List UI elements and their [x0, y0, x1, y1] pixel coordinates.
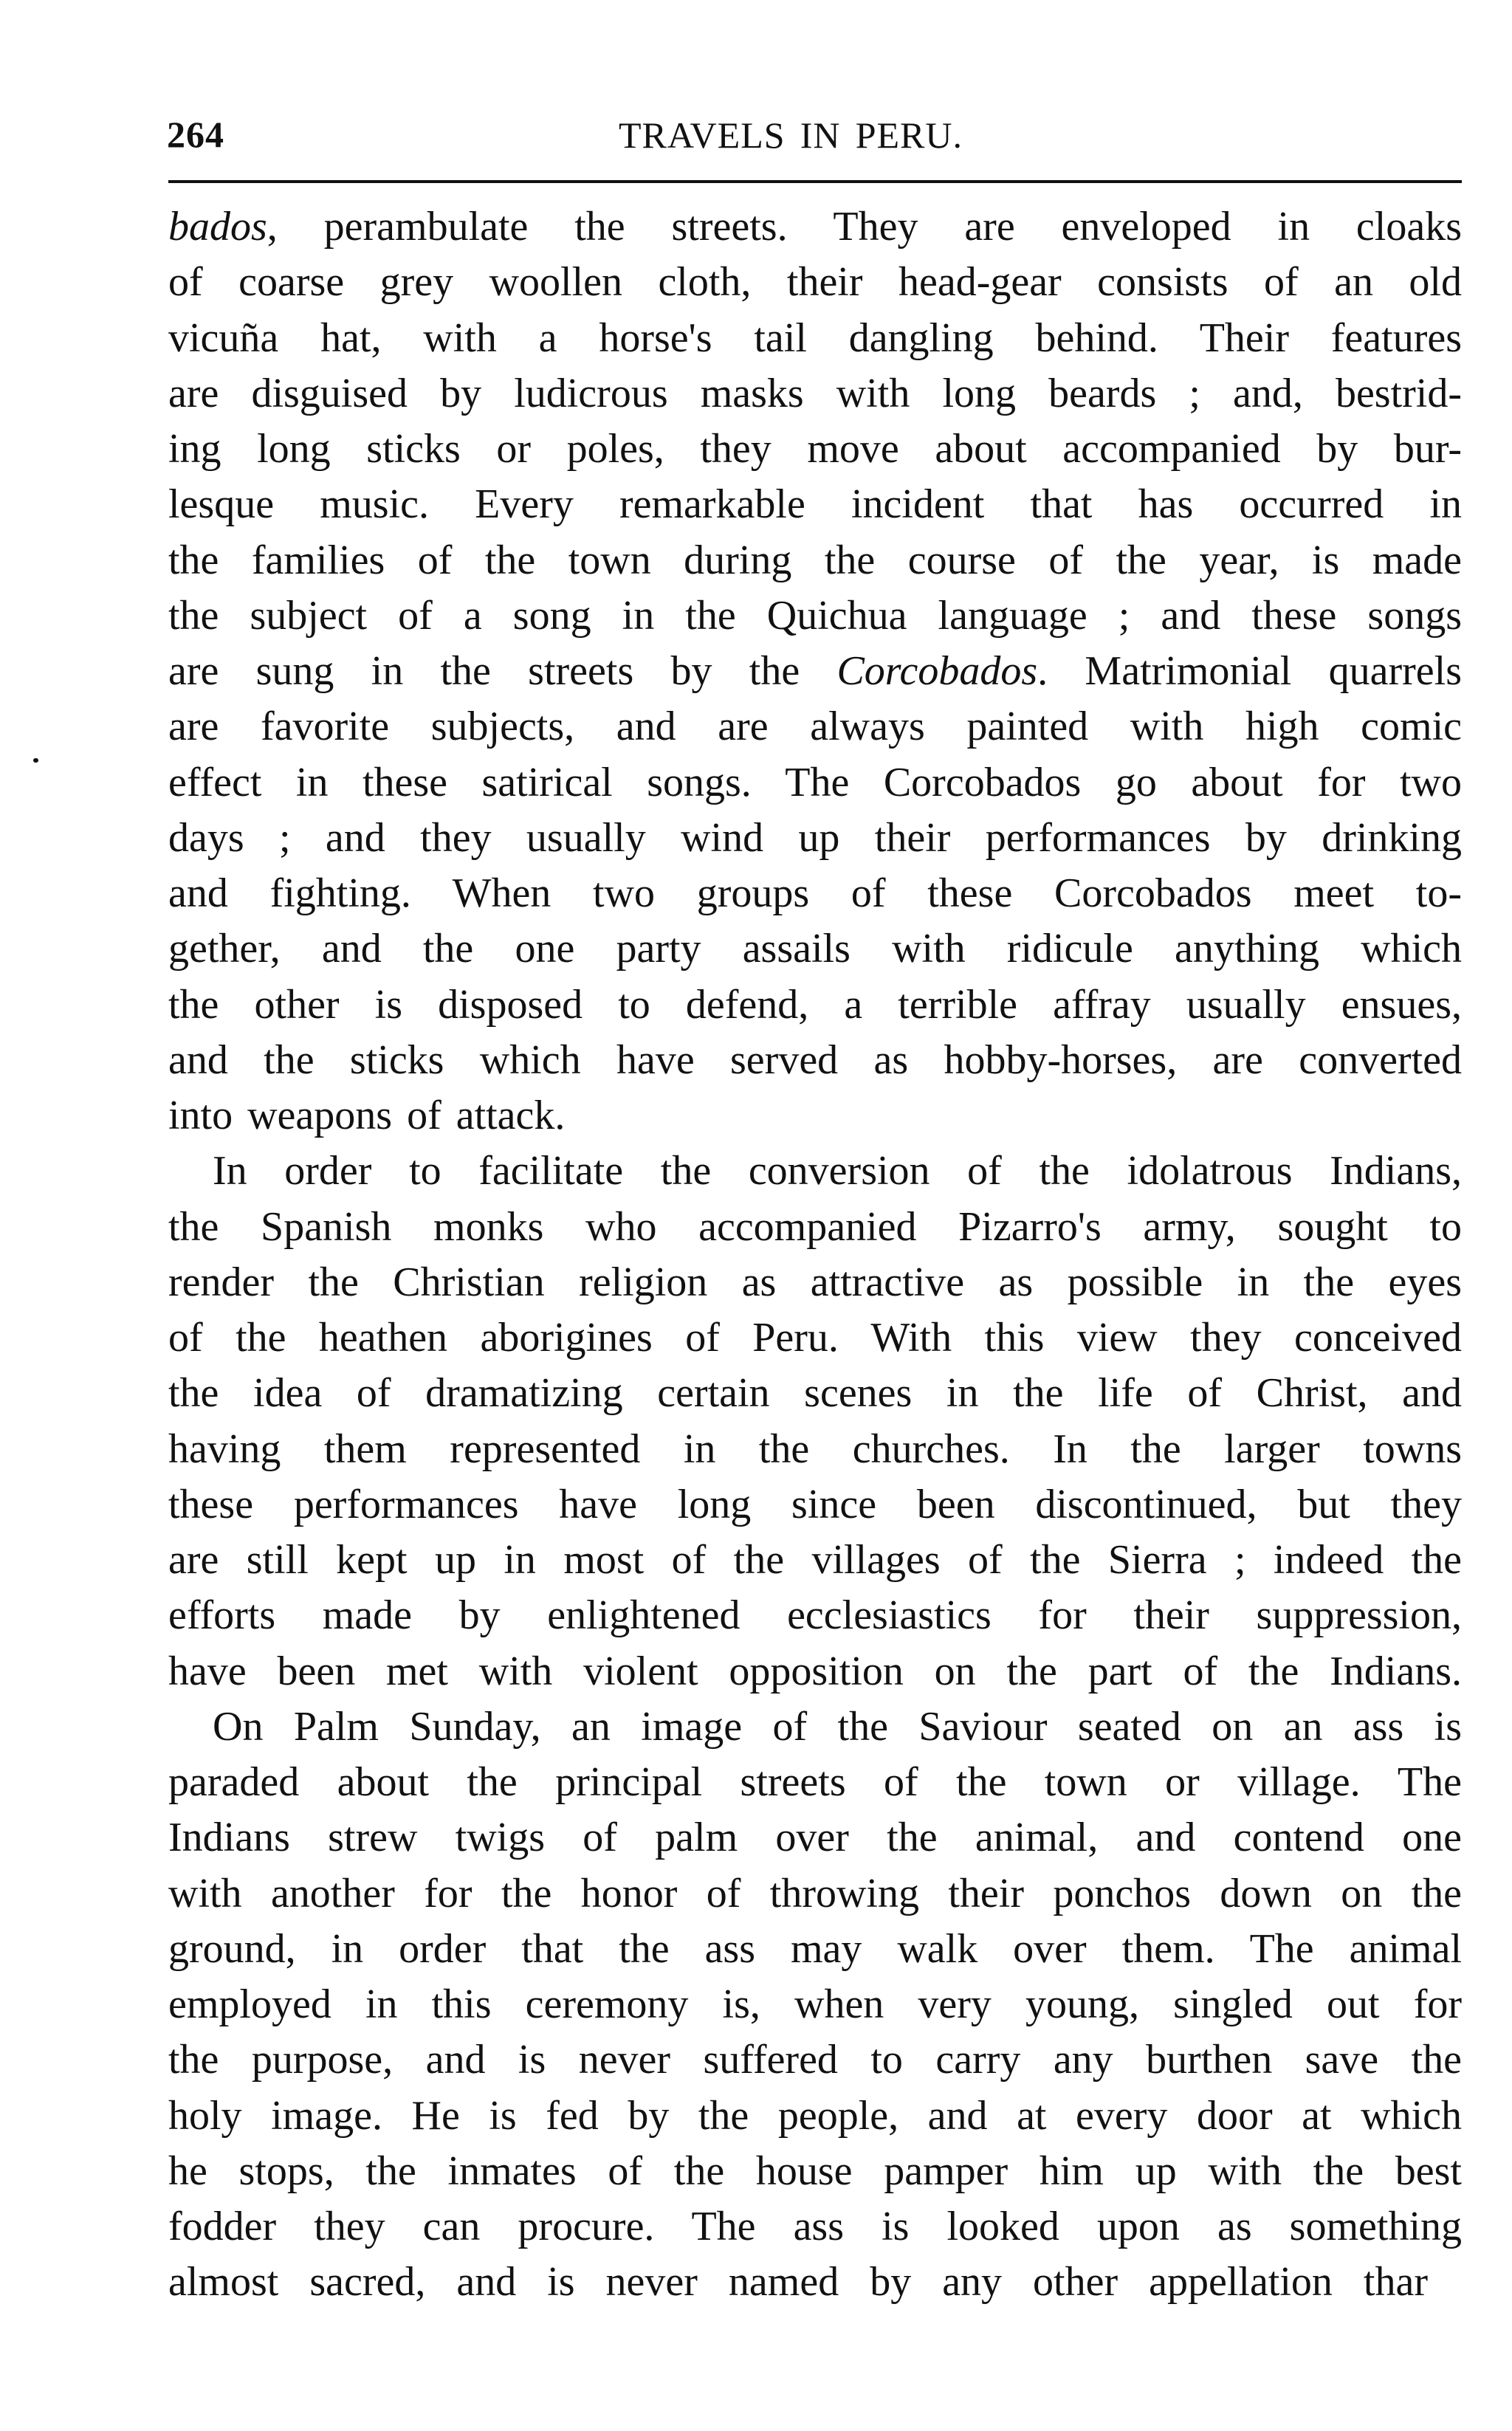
paragraph-first-line: In order to facilitate the conversion of the idolatrous Indians, [213, 1148, 1462, 1194]
line-text: , perambulate the streets. They are enveloped in cloaks [267, 204, 1462, 250]
text-line: the families of the town during the course of the year, is made [168, 537, 1462, 583]
text-line: these performances have long since been discontinued, but they [168, 1481, 1462, 1527]
text-line: employed in this ceremony is, when very young, singled out for [168, 1981, 1462, 2027]
running-title: TRAVELS IN PERU. [619, 114, 963, 156]
text-line: and fighting. When two groups of these Corcobados meet to- [168, 870, 1462, 916]
text-line: ing long sticks or poles, they move about accompanied by bur- [168, 426, 1462, 472]
margin-speck [33, 758, 38, 763]
text-line: of coarse grey woollen cloth, their head-gear consists of an old [168, 259, 1462, 306]
line-text: are sung in the streets by the [168, 648, 837, 694]
text-line: gether, and the one party assails with ridicule anything which [168, 926, 1462, 972]
italic-word: Corcobados [836, 648, 1038, 694]
paragraph-last-line: have been met with violent opposition on the part of the Indians. [168, 1648, 1462, 1694]
text-line: are still kept up in most of the villages of the Sierra ; indeed the [168, 1537, 1462, 1583]
text-line: days ; and they usually wind up their performances by drinking [168, 814, 1462, 861]
text-line: he stops, the inmates of the house pamper him up with the best [168, 2148, 1462, 2194]
text-line: having them represented in the churches. In the larger towns [168, 1426, 1462, 1472]
body-text [168, 199, 1462, 2311]
text-line: efforts made by enlightened ecclesiastics for their suppression, [168, 1592, 1462, 1639]
text-line: ground, in order that the ass may walk over them. The animal [168, 1925, 1462, 1972]
paragraph-first-line: On Palm Sunday, an image of the Saviour seated on an ass is [213, 1703, 1462, 1750]
text-line: the subject of a song in the Quichua language ; and these songs [168, 592, 1462, 639]
text-line: render the Christian religion as attractive as possible in the eyes [168, 1259, 1462, 1305]
text-line: the idea of dramatizing certain scenes in the life of Christ, and [168, 1370, 1462, 1417]
italic-word: bados [168, 204, 267, 250]
text-line: and the sticks which have served as hobby-horses, are converted [168, 1036, 1462, 1083]
text-line: the other is disposed to defend, a terrible affray usually ensues, [168, 981, 1462, 1028]
header-rule [168, 180, 1462, 183]
text-line [168, 199, 1462, 255]
paragraph-last-line: into weapons of attack. [168, 1093, 566, 1138]
text-line: of the heathen aborigines of Peru. With this view they conceived [168, 1315, 1462, 1361]
text-line: almost sacred, and is never named by any other appellation thar [168, 2259, 1428, 2306]
text-line: are favorite subjects, and are always painted with high comic [168, 704, 1462, 750]
text-line: the purpose, and is never suffered to carry any burthen save the [168, 2037, 1462, 2083]
text-line: lesque music. Every remarkable incident that has occurred in [168, 481, 1462, 528]
text-line: holy image. He is fed by the people, and at every door at which [168, 2092, 1462, 2139]
page-number: 264 [167, 114, 224, 155]
line-text: . Matrimonial quarrels [1037, 648, 1462, 694]
text-line [168, 644, 1462, 699]
text-line: Indians strew twigs of palm over the animal, and contend one [168, 1815, 1462, 1861]
text-line: are disguised by ludicrous masks with long beards ; and, bestrid- [168, 370, 1462, 416]
text-line: the Spanish monks who accompanied Pizarro's army, sought to [168, 1203, 1462, 1250]
text-line: paraded about the principal streets of the town or village. The [168, 1759, 1462, 1805]
text-line: fodder they can procure. The ass is looked upon as something [168, 2204, 1462, 2249]
text-line: vicuña hat, with a horse's tail dangling behind. Their features [168, 314, 1462, 361]
text-line: effect in these satirical songs. The Corcobados go about for two [168, 759, 1462, 805]
text-line: with another for the honor of throwing their ponchos down on the [168, 1870, 1462, 1916]
